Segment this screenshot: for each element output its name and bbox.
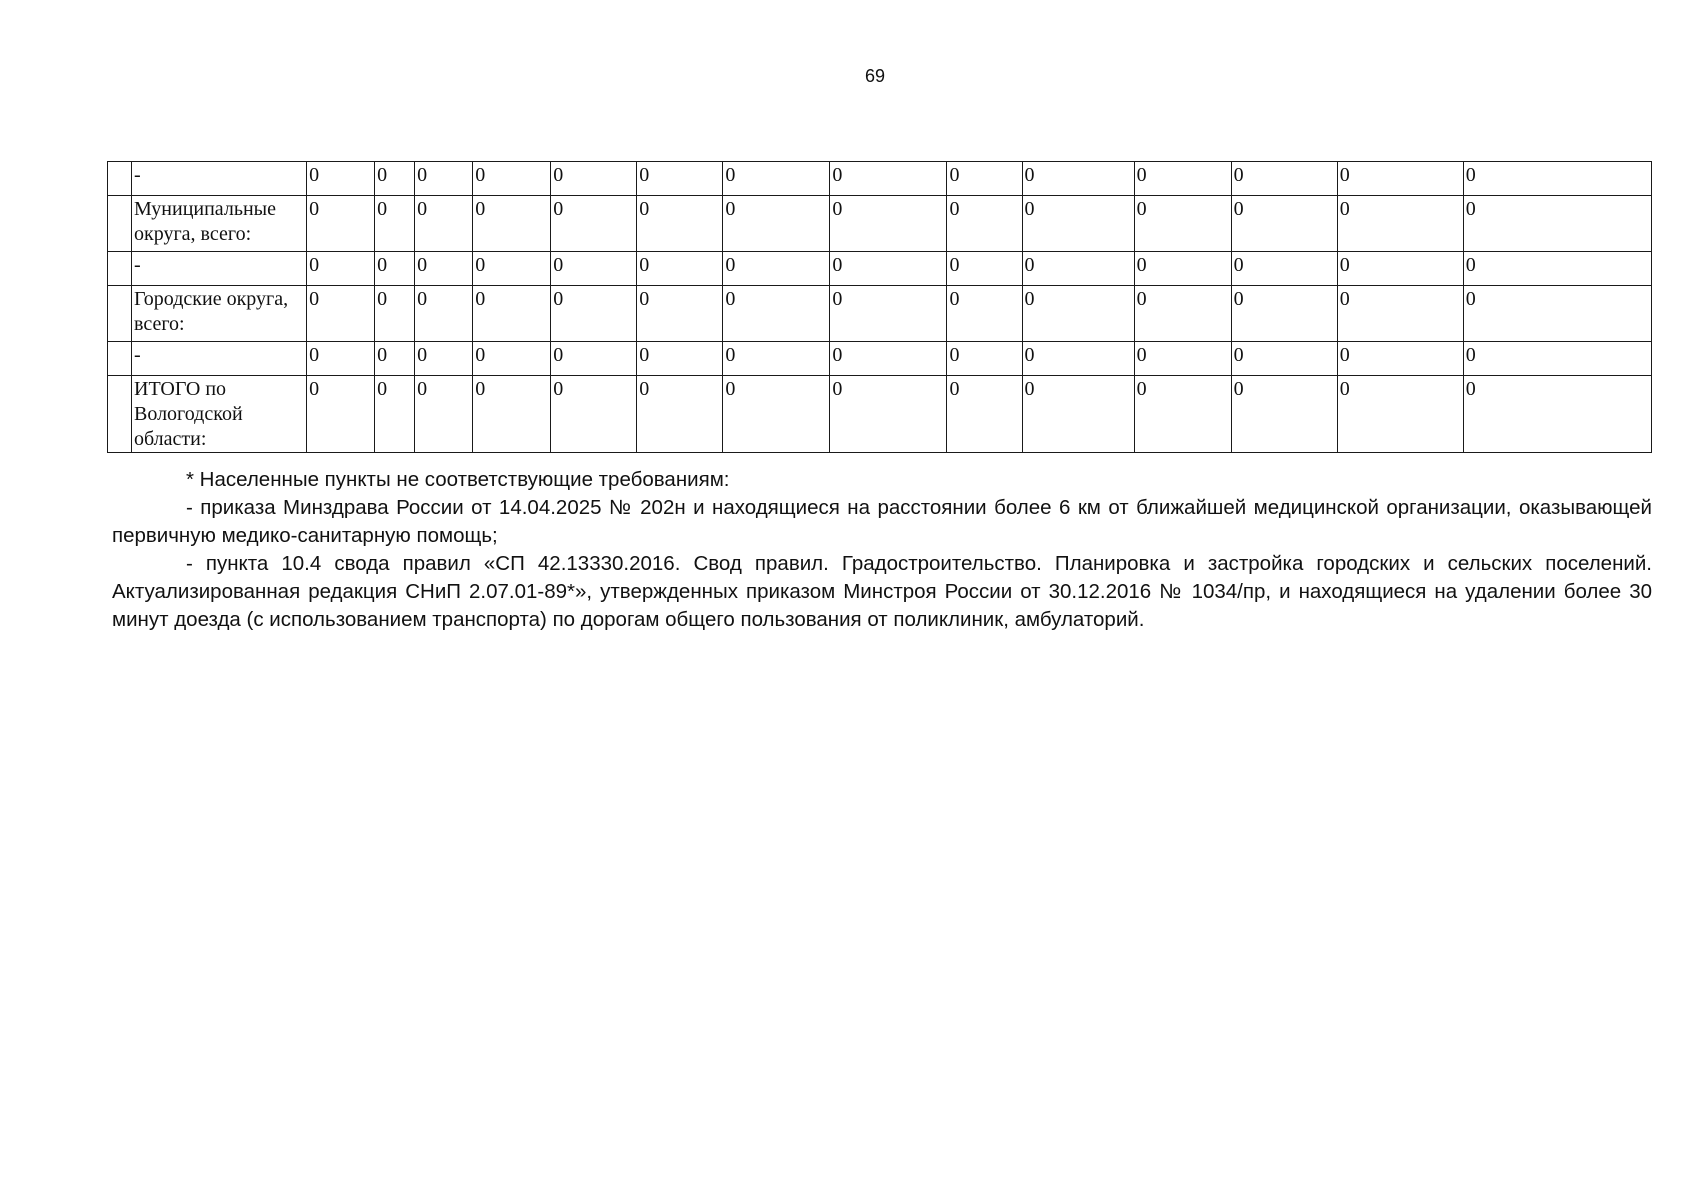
row-number-cell [108,342,132,376]
value-cell: 0 [1231,196,1337,252]
footnote-item: - приказа Минздрава России от 14.04.2025 № 202н и находящиеся на расстоянии более 6 км от ближайшей медицинской организации, оказывающей первичную медико-санитарную помощь; [112,496,1652,547]
value-cell: 0 [375,252,415,286]
value-cell: 0 [637,196,723,252]
footnote-heading: * Населенные пункты не соответствующие требованиям: [186,468,730,491]
value-cell: 0 [307,286,375,342]
value-cell: 0 [947,376,1022,453]
value-cell: 0 [1022,342,1134,376]
summary-table [107,161,1652,453]
value-cell: 0 [830,342,947,376]
page-number: 69 [864,66,886,86]
table-row [108,196,1652,252]
value-cell: 0 [830,286,947,342]
value-cell: 0 [1337,286,1463,342]
value-cell: 0 [1022,376,1134,453]
value-cell: 0 [473,252,551,286]
value-cell: 0 [830,196,947,252]
value-cell: 0 [1463,196,1651,252]
value-cell: 0 [1022,286,1134,342]
row-number-cell [108,286,132,342]
row-label: ИТОГО по Вологодской области: [132,376,307,453]
row-label: - [132,162,307,196]
value-cell: 0 [1134,376,1231,453]
value-cell: 0 [1231,376,1337,453]
value-cell: 0 [551,376,637,453]
value-cell: 0 [1463,342,1651,376]
row-number-cell [108,196,132,252]
row-label: Муниципальные округа, всего: [132,196,307,252]
value-cell: 0 [551,162,637,196]
row-label: - [132,252,307,286]
value-cell: 0 [375,196,415,252]
value-cell: 0 [1134,162,1231,196]
value-cell: 0 [723,162,830,196]
value-cell: 0 [551,252,637,286]
value-cell: 0 [723,196,830,252]
value-cell: 0 [375,376,415,453]
value-cell: 0 [375,342,415,376]
value-cell: 0 [473,342,551,376]
value-cell: 0 [1463,252,1651,286]
value-cell: 0 [723,286,830,342]
value-cell: 0 [1337,252,1463,286]
value-cell: 0 [415,376,473,453]
value-cell: 0 [723,376,830,453]
value-cell: 0 [1231,342,1337,376]
row-number-cell [108,252,132,286]
table-row [108,162,1652,196]
value-cell: 0 [473,376,551,453]
table-row [108,286,1652,342]
footnotes [112,466,1652,634]
value-cell: 0 [551,342,637,376]
value-cell: 0 [947,252,1022,286]
value-cell: 0 [415,162,473,196]
value-cell: 0 [830,376,947,453]
value-cell: 0 [1337,342,1463,376]
value-cell: 0 [1463,162,1651,196]
value-cell: 0 [307,196,375,252]
row-number-cell [108,376,132,453]
value-cell: 0 [637,342,723,376]
value-cell: 0 [1337,376,1463,453]
value-cell: 0 [1134,342,1231,376]
value-cell: 0 [415,252,473,286]
footnote-item: - пункта 10.4 свода правил «СП 42.13330.2016. Свод правил. Градостроительство. Планировка и застройка городских и сельских поселений. Актуализированная редакция СНиП 2.07.01-89*», утвержденных приказом Минстроя России от 30.12.2016 № 1034/пр, и находящиеся на удалении более 30 минут доезда (с использованием транспорта) по дорогам общего пользования от поликлиник, амбулаторий. [112,552,1652,631]
row-number-cell [108,162,132,196]
value-cell: 0 [947,342,1022,376]
value-cell: 0 [551,196,637,252]
value-cell: 0 [307,162,375,196]
value-cell: 0 [637,252,723,286]
value-cell: 0 [947,286,1022,342]
value-cell: 0 [473,286,551,342]
value-cell: 0 [1337,196,1463,252]
row-label: Городские округа, всего: [132,286,307,342]
value-cell: 0 [637,376,723,453]
table-row [108,342,1652,376]
value-cell: 0 [1134,252,1231,286]
value-cell: 0 [637,286,723,342]
value-cell: 0 [947,162,1022,196]
value-cell: 0 [473,162,551,196]
value-cell: 0 [1022,162,1134,196]
value-cell: 0 [947,196,1022,252]
value-cell: 0 [1463,286,1651,342]
table-row [108,376,1652,453]
value-cell: 0 [473,196,551,252]
value-cell: 0 [1134,196,1231,252]
value-cell: 0 [1134,286,1231,342]
value-cell: 0 [415,286,473,342]
value-cell: 0 [1231,162,1337,196]
row-label: - [132,342,307,376]
value-cell: 0 [375,162,415,196]
table-row [108,252,1652,286]
value-cell: 0 [830,162,947,196]
value-cell: 0 [1231,252,1337,286]
value-cell: 0 [307,252,375,286]
value-cell: 0 [415,342,473,376]
value-cell: 0 [723,342,830,376]
value-cell: 0 [1463,376,1651,453]
value-cell: 0 [1337,162,1463,196]
value-cell: 0 [415,196,473,252]
value-cell: 0 [551,286,637,342]
value-cell: 0 [307,342,375,376]
value-cell: 0 [1022,252,1134,286]
value-cell: 0 [637,162,723,196]
value-cell: 0 [375,286,415,342]
value-cell: 0 [307,376,375,453]
value-cell: 0 [1231,286,1337,342]
value-cell: 0 [723,252,830,286]
value-cell: 0 [830,252,947,286]
value-cell: 0 [1022,196,1134,252]
